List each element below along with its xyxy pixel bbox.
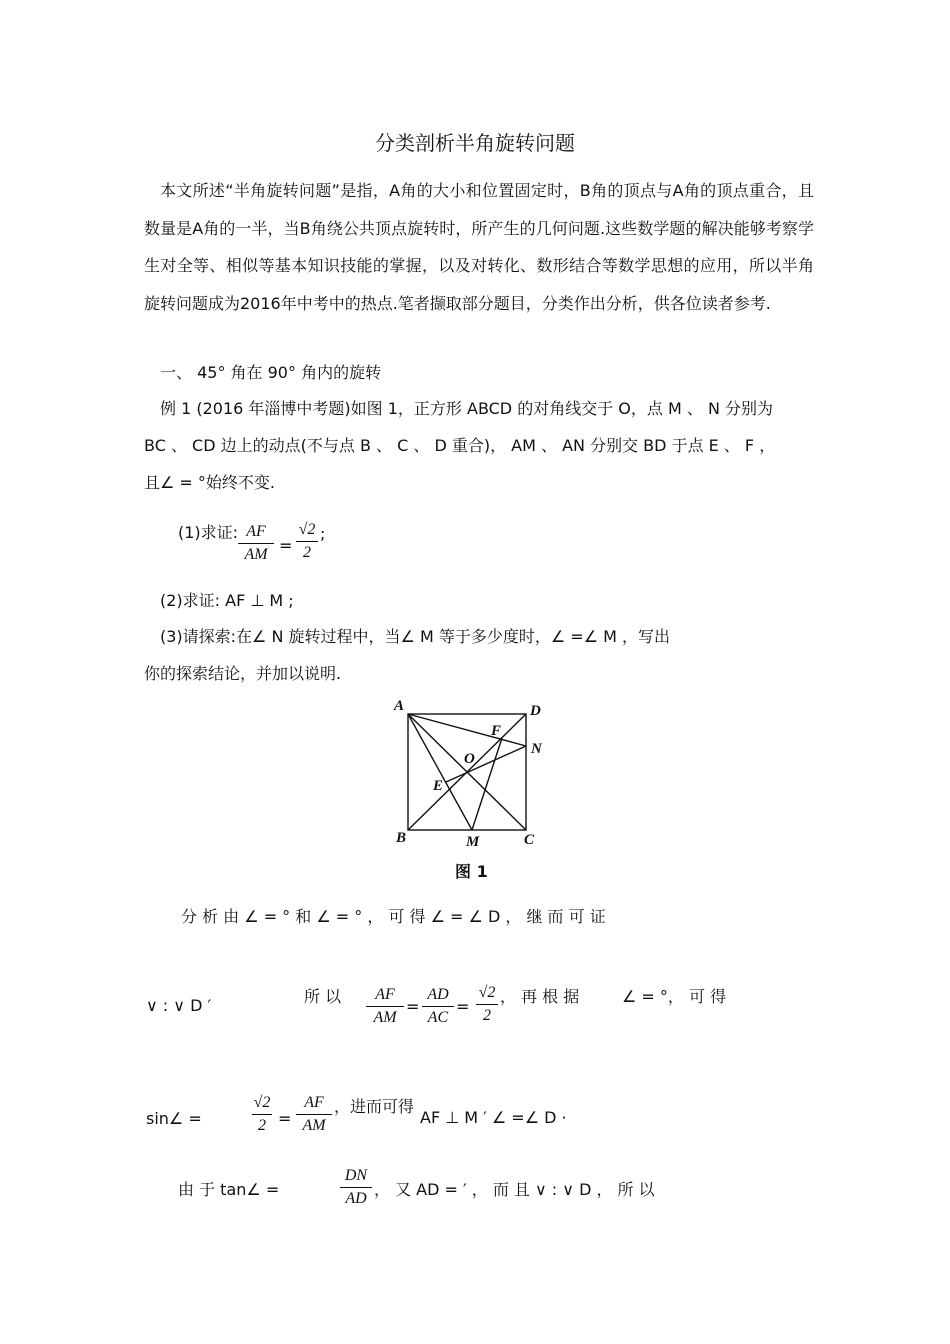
question-1-rhs-fraction — [296, 520, 318, 563]
analysis-line-2-b: 所 以 — [304, 987, 342, 1006]
question-1-label: (1)求证: — [178, 523, 239, 542]
question-3-line-1: (3)请探索:在∠ N 旋转过程中，当∠ M 等于多少度时，∠ =∠ M ，写出 — [160, 627, 671, 646]
fraction-numerator: √2 — [253, 1094, 271, 1111]
page-title: 分类剖析半角旋转问题 — [375, 131, 575, 155]
fraction-numerator: AF — [375, 986, 395, 1003]
fraction-denominator: AM — [373, 1009, 397, 1026]
equals-sign: = — [278, 1109, 292, 1128]
line-an — [408, 714, 526, 746]
analysis-line-2-d: ∠ = °， 可 得 — [622, 987, 727, 1006]
fraction-denominator: 2 — [483, 1007, 491, 1024]
fraction-denominator: AC — [427, 1009, 449, 1026]
analysis-line-4-b: ， 又 AD = ′ ， 而 且 ∨ : ∨ D ， 所 以 — [374, 1180, 655, 1199]
equals-sign: = — [456, 997, 470, 1016]
fraction-numerator: AF — [246, 523, 266, 540]
analysis-line-4-a: 由 于 tan∠ = — [178, 1180, 280, 1199]
analysis-fraction-dn-ad — [340, 1166, 372, 1209]
intro-paragraph: 本文所述“半角旋转问题”是指，A角的大小和位置固定时，B角的顶点与A角的顶点重合，且数量是A角的一半，当B角绕公共顶点旋转时，所产生的几何问题.这些数学题的解决能够考察学生对全等、相似等基本知识技能的掌握，以及对转化、数形结合等数学思想的应用，所以半角旋转问题成为2016年中考中的热点.笔者撷取部分题目，分类作出分析，供各位读者参考. — [144, 181, 814, 313]
fraction-numerator: AD — [427, 986, 449, 1003]
fraction-denominator: 2 — [258, 1117, 266, 1134]
figure-caption: 图 1 — [455, 862, 488, 881]
fraction-denominator: 2 — [303, 544, 311, 561]
question-3-line-2: 你的探索结论，并加以说明. — [144, 664, 342, 683]
fraction-denominator: AM — [302, 1117, 326, 1134]
analysis-fraction-ad-ac — [422, 985, 454, 1028]
equals-sign: = — [406, 997, 420, 1016]
question-2: (2)求证: AF ⊥ M ; — [160, 591, 294, 610]
question-1-fraction — [238, 522, 274, 565]
vertex-label-b: B — [396, 830, 407, 846]
point-label-n: N — [531, 741, 542, 757]
vertex-label-a: A — [394, 698, 405, 714]
analysis-line-3-c: AF ⊥ M ′ ∠ =∠ D · — [420, 1108, 567, 1127]
example-line-2: BC 、 CD 边上的动点(不与点 B 、 C 、 D 重合)， AM 、 AN 分别交 BD 于点 E 、 F ， — [144, 436, 776, 455]
vertex-label-c: C — [524, 832, 535, 848]
analysis-fraction-af-am-2 — [296, 1093, 332, 1136]
point-label-f: F — [491, 723, 502, 739]
analysis-line-3-a: sin∠ = — [146, 1109, 202, 1128]
vertex-label-d: D — [530, 703, 541, 719]
question-1-equals: = — [279, 536, 293, 555]
analysis-fraction-af-am — [366, 985, 404, 1028]
fraction-numerator: AF — [304, 1094, 324, 1111]
analysis-line-3-b: ，进而可得 — [334, 1097, 415, 1116]
analysis-fraction-sqrt2-2 — [476, 983, 498, 1026]
example-line-3: 且∠ = °始终不变. — [144, 473, 276, 492]
point-label-e: E — [433, 778, 444, 794]
analysis-line-2-c: ， 再 根 据 — [500, 987, 580, 1006]
point-label-o: O — [464, 751, 475, 767]
geometry-figure — [380, 690, 560, 890]
fraction-numerator: √2 — [298, 521, 316, 538]
fraction-numerator: √2 — [478, 984, 496, 1001]
analysis-line-2-a: ∨ : ∨ D ′ — [146, 996, 212, 1015]
point-label-m: M — [466, 834, 480, 850]
fraction-numerator: DN — [344, 1167, 368, 1184]
analysis-fraction-sqrt2-2 — [252, 1093, 272, 1136]
analysis-line-1: 分 析 由 ∠ = ° 和 ∠ = ° ， 可 得 ∠ = ∠ D ， 继 而 可 证 — [181, 907, 606, 926]
question-1-end: ; — [320, 524, 326, 543]
example-line-1: 例 1 (2016 年淄博中考题)如图 1，正方形 ABCD 的对角线交于 O，点 M 、 N 分别为 — [160, 399, 774, 418]
fraction-denominator: AM — [244, 546, 268, 563]
fraction-denominator: AD — [345, 1190, 367, 1207]
section-heading: 一、 45° 角在 90° 角内的旋转 — [160, 363, 382, 382]
line-am — [408, 714, 472, 830]
